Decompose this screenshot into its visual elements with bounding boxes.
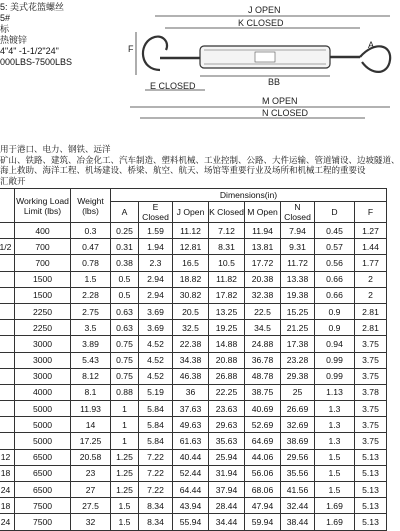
table-cell: 5.19 [139, 384, 173, 400]
turnbuckle-diagram [0, 0, 400, 145]
table-row [0, 433, 387, 449]
j-open-label: J OPEN [248, 5, 281, 15]
table-cell: 5.13 [355, 514, 387, 530]
table-cell: 3.75 [355, 336, 387, 352]
table-cell: 14 [71, 417, 111, 433]
table-cell: 18.82 [173, 271, 209, 287]
table-cell: 5.13 [355, 449, 387, 465]
table-cell: 0.78 [71, 255, 111, 271]
table-cell: 400 [15, 223, 71, 239]
table-cell: 22.5 [245, 303, 281, 319]
header-k: K Closed [209, 202, 245, 223]
table-row [0, 417, 387, 433]
table-cell: 22.25 [209, 384, 245, 400]
table-cell: 3.69 [139, 320, 173, 336]
desc-line: 海上救助、海洋工程、机场建设、桥梁、航空、航天、场馆等重要行业及场所和机械工程的重要设 [0, 165, 366, 176]
table-cell: 8.34 [139, 498, 173, 514]
table-cell: 0.5 [111, 271, 139, 287]
table-cell: 5.84 [139, 417, 173, 433]
table-cell: 2.75 [71, 303, 111, 319]
table-cell: 35.63 [209, 433, 245, 449]
table-cell: 1.13 [315, 384, 355, 400]
table-cell: 28.44 [209, 498, 245, 514]
table-cell: 2.94 [139, 287, 173, 303]
table-cell: 41.56 [281, 482, 315, 498]
spec-line: 标 [0, 24, 10, 34]
table-cell: 49.63 [173, 417, 209, 433]
table-cell: 22.38 [173, 336, 209, 352]
table-cell [0, 417, 15, 433]
table-cell: 31.94 [209, 465, 245, 481]
table-cell: 1.5 [315, 482, 355, 498]
table-cell: 11.82 [209, 271, 245, 287]
table-cell: 12.81 [173, 239, 209, 255]
table-cell: 7500 [15, 514, 71, 530]
spec-line: 热镀锌 [0, 35, 28, 45]
n-closed-label: N CLOSED [262, 108, 309, 118]
table-cell: 5000 [15, 417, 71, 433]
table-cell: 7500 [15, 498, 71, 514]
table-cell: 37.94 [209, 482, 245, 498]
table-row [0, 223, 387, 239]
table-cell [0, 433, 15, 449]
bb-label: BB [268, 77, 281, 87]
m-open-label: M OPEN [262, 96, 298, 106]
application-description [0, 144, 400, 186]
table-cell [0, 336, 15, 352]
table-cell: 1.69 [315, 514, 355, 530]
table-cell: 3.75 [355, 352, 387, 368]
table-cell: 2.81 [355, 320, 387, 336]
table-row [0, 498, 387, 514]
header-wll: Working Load Limit (lbs) [15, 189, 71, 223]
table-cell: 61.63 [173, 433, 209, 449]
table-cell: 24 [0, 514, 15, 530]
table-row [0, 465, 387, 481]
table-cell: 68.06 [245, 482, 281, 498]
table-cell: 0.47 [71, 239, 111, 255]
product-header [0, 0, 400, 188]
table-cell: 1.69 [315, 498, 355, 514]
table-cell: 0.3 [71, 223, 111, 239]
table-row [0, 384, 387, 400]
table-cell: 0.63 [111, 303, 139, 319]
table-cell: 3000 [15, 352, 71, 368]
table-cell: 47.94 [245, 498, 281, 514]
table-cell: 64.44 [173, 482, 209, 498]
table-body [0, 223, 387, 531]
table-cell: 6500 [15, 449, 71, 465]
table-cell: 1/2 [0, 239, 15, 255]
table-row [0, 239, 387, 255]
table-row [0, 320, 387, 336]
table-cell: 3.75 [355, 417, 387, 433]
table-cell: 0.9 [315, 320, 355, 336]
table-cell: 0.57 [315, 239, 355, 255]
table-cell [0, 287, 15, 303]
table-cell: 40.44 [173, 449, 209, 465]
table-cell: 1500 [15, 271, 71, 287]
header-a: A [111, 202, 139, 223]
table-cell: 0.25 [111, 223, 139, 239]
table-cell: 3.69 [139, 303, 173, 319]
table-cell: 0.45 [315, 223, 355, 239]
table-cell: 1.44 [355, 239, 387, 255]
eye-shape [360, 46, 390, 72]
table-cell: 13.81 [245, 239, 281, 255]
table-cell: 3000 [15, 368, 71, 384]
table-cell: 2 [355, 287, 387, 303]
spec-line: 5# [0, 13, 11, 23]
table-cell: 25.94 [209, 449, 245, 465]
table-cell: 7.22 [139, 449, 173, 465]
table-cell: 37.63 [173, 401, 209, 417]
table-cell: 8.34 [139, 514, 173, 530]
table-cell: 11.12 [173, 223, 209, 239]
table-cell: 1.25 [111, 482, 139, 498]
table-row [0, 352, 387, 368]
table-cell: 40.69 [245, 401, 281, 417]
table-cell: 0.66 [315, 271, 355, 287]
table-cell: 0.56 [315, 255, 355, 271]
table-cell: 5.13 [355, 465, 387, 481]
table-cell: 11.94 [245, 223, 281, 239]
table-cell: 0.9 [315, 303, 355, 319]
header-m: M Open [245, 202, 281, 223]
table-cell: 3.89 [71, 336, 111, 352]
table-cell: 3.75 [355, 368, 387, 384]
table-cell: 17.38 [281, 336, 315, 352]
table-cell: 2.3 [139, 255, 173, 271]
table-cell: 13.25 [209, 303, 245, 319]
table-cell: 1.5 [315, 465, 355, 481]
table-cell [0, 352, 15, 368]
table-row [0, 336, 387, 352]
table-row [0, 287, 387, 303]
table-cell: 20.58 [71, 449, 111, 465]
table-cell: 29.56 [281, 449, 315, 465]
header-n: N Closed [281, 202, 315, 223]
f-label: F [128, 44, 134, 54]
table-cell: 1.77 [355, 255, 387, 271]
desc-line: 汇敞开 [0, 175, 26, 186]
table-cell: 5.84 [139, 433, 173, 449]
table-row [0, 368, 387, 384]
header-e: E Closed [139, 202, 173, 223]
table-cell: 34.38 [173, 352, 209, 368]
table-cell: 1 [111, 417, 139, 433]
table-cell: 2 [355, 271, 387, 287]
table-cell: 59.94 [245, 514, 281, 530]
table-cell: 8.31 [209, 239, 245, 255]
table-cell: 26.69 [281, 401, 315, 417]
table-cell: 3.78 [355, 384, 387, 400]
table-cell: 7.94 [281, 223, 315, 239]
table-cell: 1500 [15, 287, 71, 303]
table-cell: 3.75 [355, 433, 387, 449]
table-cell: 4.52 [139, 352, 173, 368]
table-cell: 11.72 [281, 255, 315, 271]
table-cell: 34.44 [209, 514, 245, 530]
desc-line: 用于港口、电力、钢铁、远洋 [0, 144, 111, 154]
table-cell: 27.5 [71, 498, 111, 514]
table-cell: 30.82 [173, 287, 209, 303]
table-cell: 5.84 [139, 401, 173, 417]
table-cell: 44.06 [245, 449, 281, 465]
table-cell: 55.94 [173, 514, 209, 530]
table-cell: 26.88 [209, 368, 245, 384]
table-cell: 10.5 [209, 255, 245, 271]
table-cell: 0.75 [111, 368, 139, 384]
spec-line: 4"4" -1-1/2"24" [0, 46, 59, 56]
table-cell: 0.75 [111, 352, 139, 368]
table-cell: 35.56 [281, 465, 315, 481]
table-cell: 1.94 [139, 239, 173, 255]
header-weight: Weight (lbs) [71, 189, 111, 223]
hook-shape [143, 37, 167, 70]
table-cell: 24 [0, 482, 15, 498]
spec-line: 000LBS-7500LBS [0, 57, 73, 67]
e-closed-label: E CLOSED [150, 81, 196, 91]
table-cell: 2.81 [355, 303, 387, 319]
table-cell [0, 384, 15, 400]
table-cell: 4.52 [139, 336, 173, 352]
table-cell [0, 320, 15, 336]
table-cell: 23 [71, 465, 111, 481]
table-cell: 3000 [15, 336, 71, 352]
table-cell: 29.38 [281, 368, 315, 384]
table-cell: 7.22 [139, 465, 173, 481]
table-cell [0, 255, 15, 271]
table-cell: 20.38 [245, 271, 281, 287]
table-cell: 20.5 [173, 303, 209, 319]
table-row [0, 482, 387, 498]
table-cell: 5000 [15, 433, 71, 449]
table-cell: 32.5 [173, 320, 209, 336]
table-cell: 5000 [15, 401, 71, 417]
table-cell: 4.52 [139, 368, 173, 384]
table-cell: 3.5 [71, 320, 111, 336]
table-cell: 5.13 [355, 482, 387, 498]
table-cell: 2.28 [71, 287, 111, 303]
table-cell: 24.88 [245, 336, 281, 352]
table-cell: 32 [71, 514, 111, 530]
table-row [0, 401, 387, 417]
table-cell [0, 303, 15, 319]
table-row [0, 303, 387, 319]
table-cell: 29.63 [209, 417, 245, 433]
table-cell: 1.5 [111, 498, 139, 514]
spec-table [0, 188, 387, 531]
table-cell: 38.69 [281, 433, 315, 449]
table-cell: 8.1 [71, 384, 111, 400]
table-cell: 46.38 [173, 368, 209, 384]
table-cell: 0.88 [111, 384, 139, 400]
table-cell: 2.94 [139, 271, 173, 287]
table-cell: 0.99 [315, 352, 355, 368]
table-row [0, 449, 387, 465]
table-cell: 17.72 [245, 255, 281, 271]
table-cell [0, 223, 15, 239]
table-cell: 36.78 [245, 352, 281, 368]
table-cell: 1.3 [315, 417, 355, 433]
table-cell [0, 271, 15, 287]
table-cell: 6500 [15, 465, 71, 481]
table-cell: 2250 [15, 320, 71, 336]
table-cell: 38.75 [245, 384, 281, 400]
table-cell: 2250 [15, 303, 71, 319]
spec-line: 5: 美式花篮螺丝 [0, 2, 65, 12]
table-cell: 0.5 [111, 287, 139, 303]
table-cell: 0.99 [315, 368, 355, 384]
table-cell: 0.63 [111, 320, 139, 336]
table-cell: 8.12 [71, 368, 111, 384]
table-cell: 0.38 [111, 255, 139, 271]
table-cell: 52.69 [245, 417, 281, 433]
table-cell: 1.25 [111, 449, 139, 465]
table-cell: 36 [173, 384, 209, 400]
table-cell: 6500 [15, 482, 71, 498]
table-cell: 17.25 [71, 433, 111, 449]
table-cell: 700 [15, 255, 71, 271]
table-cell: 1 [111, 401, 139, 417]
table-cell: 5.43 [71, 352, 111, 368]
table-cell: 1.5 [71, 271, 111, 287]
table-cell: 1.25 [111, 465, 139, 481]
table-cell: 1.3 [315, 433, 355, 449]
table-cell: 52.44 [173, 465, 209, 481]
table-cell: 12 [0, 449, 15, 465]
a-label: A [368, 40, 375, 50]
table-row [0, 271, 387, 287]
k-closed-label: K CLOSED [238, 18, 284, 28]
table-cell: 0.94 [315, 336, 355, 352]
table-cell: 23.63 [209, 401, 245, 417]
table-cell: 20.88 [209, 352, 245, 368]
table-cell: 32.69 [281, 417, 315, 433]
header-dimensions: Dimensions(in) [111, 189, 387, 202]
table-cell: 1 [111, 433, 139, 449]
table-cell: 17.82 [209, 287, 245, 303]
table-cell: 21.25 [281, 320, 315, 336]
table-cell: 18 [0, 498, 15, 514]
table-row [0, 514, 387, 530]
table-cell: 56.06 [245, 465, 281, 481]
table-cell: 13.38 [281, 271, 315, 287]
table-cell: 14.88 [209, 336, 245, 352]
table-cell: 0.31 [111, 239, 139, 255]
table-cell: 1.59 [139, 223, 173, 239]
table-cell [0, 368, 15, 384]
table-row [0, 255, 387, 271]
table-cell: 11.93 [71, 401, 111, 417]
table-cell: 4000 [15, 384, 71, 400]
table-cell: 23.28 [281, 352, 315, 368]
table-cell: 5.13 [355, 498, 387, 514]
header-j: J Open [173, 202, 209, 223]
table-cell: 32.38 [245, 287, 281, 303]
table-cell: 34.5 [245, 320, 281, 336]
table-cell: 0.66 [315, 287, 355, 303]
table-cell: 7.22 [139, 482, 173, 498]
table-cell: 700 [15, 239, 71, 255]
table-cell: 1.27 [355, 223, 387, 239]
table-cell: 16.5 [173, 255, 209, 271]
table-cell: 25 [281, 384, 315, 400]
table-cell: 0.75 [111, 336, 139, 352]
table-cell: 1.5 [111, 514, 139, 530]
table-cell: 7.12 [209, 223, 245, 239]
table-cell: 19.25 [209, 320, 245, 336]
table-cell: 64.69 [245, 433, 281, 449]
table-cell [0, 401, 15, 417]
table-cell: 48.78 [245, 368, 281, 384]
table-cell: 15.25 [281, 303, 315, 319]
table-cell: 1.5 [315, 449, 355, 465]
header-d: D [315, 202, 355, 223]
header-size [0, 189, 15, 223]
table-cell: 18 [0, 465, 15, 481]
table-cell: 9.31 [281, 239, 315, 255]
header-f: F [355, 202, 387, 223]
table-cell: 1.3 [315, 401, 355, 417]
table-cell: 27 [71, 482, 111, 498]
table-cell: 3.75 [355, 401, 387, 417]
table-cell: 32.44 [281, 498, 315, 514]
desc-line: 矿山、铁路、建筑、冶金化工、汽车制造、塑料机械、工业控制、公路、大件运输、管道铺设、边坡隧道、 [0, 154, 400, 165]
table-cell: 43.94 [173, 498, 209, 514]
table-cell: 38.44 [281, 514, 315, 530]
table-cell: 19.38 [281, 287, 315, 303]
